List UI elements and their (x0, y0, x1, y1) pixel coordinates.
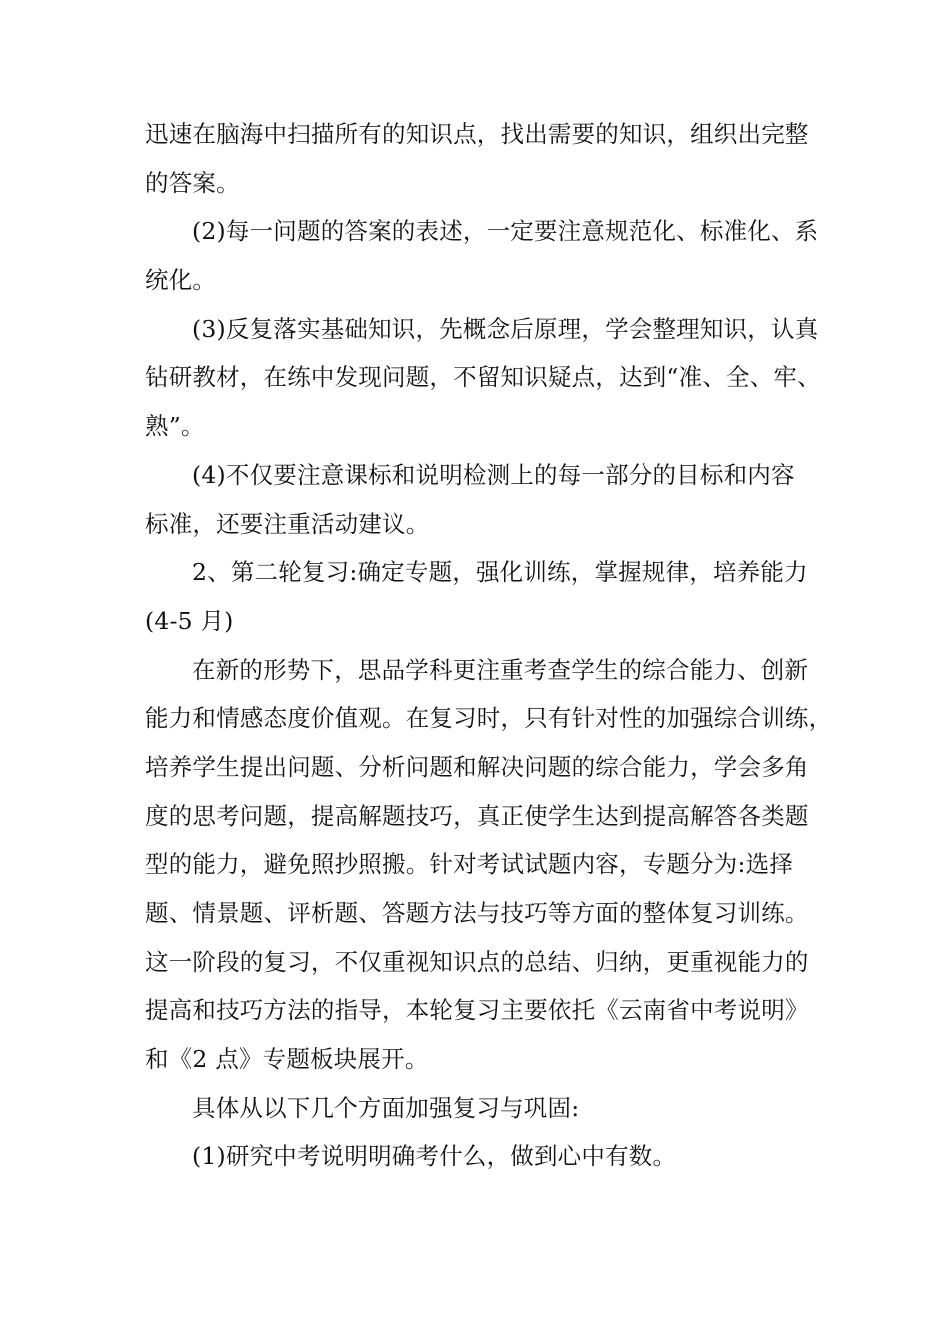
body-line-2: 的答案。 (145, 168, 240, 197)
body-line-5: (3)反复落实基础知识，先概念后原理，学会整理知识，认真 (192, 314, 819, 343)
body-line-4: 统化。 (145, 266, 217, 295)
body-line-12: 在新的形势下，思品学科更注重考查学生的综合能力、创新 (192, 655, 809, 684)
body-line-17: 题、情景题、评析题、答题方法与技巧等方面的整体复习训练。 (145, 899, 809, 927)
body-line-8: (4)不仅要注意课标和说明检测上的每一部分的目标和内容 (192, 460, 795, 489)
body-line-10: 2、第二轮复习:确定专题，强化训练，掌握规律，培养能力 (192, 558, 808, 587)
body-line-19: 提高和技巧方法的指导，本轮复习主要依托《云南省中考说明》 (145, 996, 809, 1025)
body-line-16: 型的能力，避免照抄照搬。针对考试试题内容，专题分为:选择 (145, 850, 794, 879)
body-line-7: 熟”。 (145, 412, 205, 441)
body-line-14: 培养学生提出问题、分析问题和解决问题的综合能力，学会多角 (145, 752, 809, 781)
body-line-9: 标准，还要注重活动建议。 (145, 509, 430, 538)
body-line-6: 钻研教材，在练中发现问题，不留知识疑点，达到“准、全、牢、 (145, 363, 821, 392)
body-line-15: 度的思考问题，提高解题技巧，真正使学生达到提高解答各类题 (145, 801, 809, 830)
body-line-13: 能力和情感态度价值观。在复习时，只有针对性的加强综合训练， (145, 704, 833, 733)
body-line-1: 迅速在脑海中扫描所有的知识点，找出需要的知识，组织出完整 (145, 120, 809, 148)
body-line-11: (4-5 月) (145, 606, 234, 635)
body-line-22: (1)研究中考说明明确考什么，做到心中有数。 (192, 1142, 677, 1171)
body-line-21: 具体从以下几个方面加强复习与巩固: (192, 1093, 580, 1122)
body-line-18: 这一阶段的复习，不仅重视知识点的总结、归纳，更重视能力的 (145, 947, 809, 976)
body-line-20: 和《2 点》专题板块展开。 (145, 1045, 429, 1074)
body-line-3: (2)每一问题的答案的表述，一定要注意规范化、标准化、系 (192, 217, 819, 246)
document-body (145, 110, 833, 1181)
